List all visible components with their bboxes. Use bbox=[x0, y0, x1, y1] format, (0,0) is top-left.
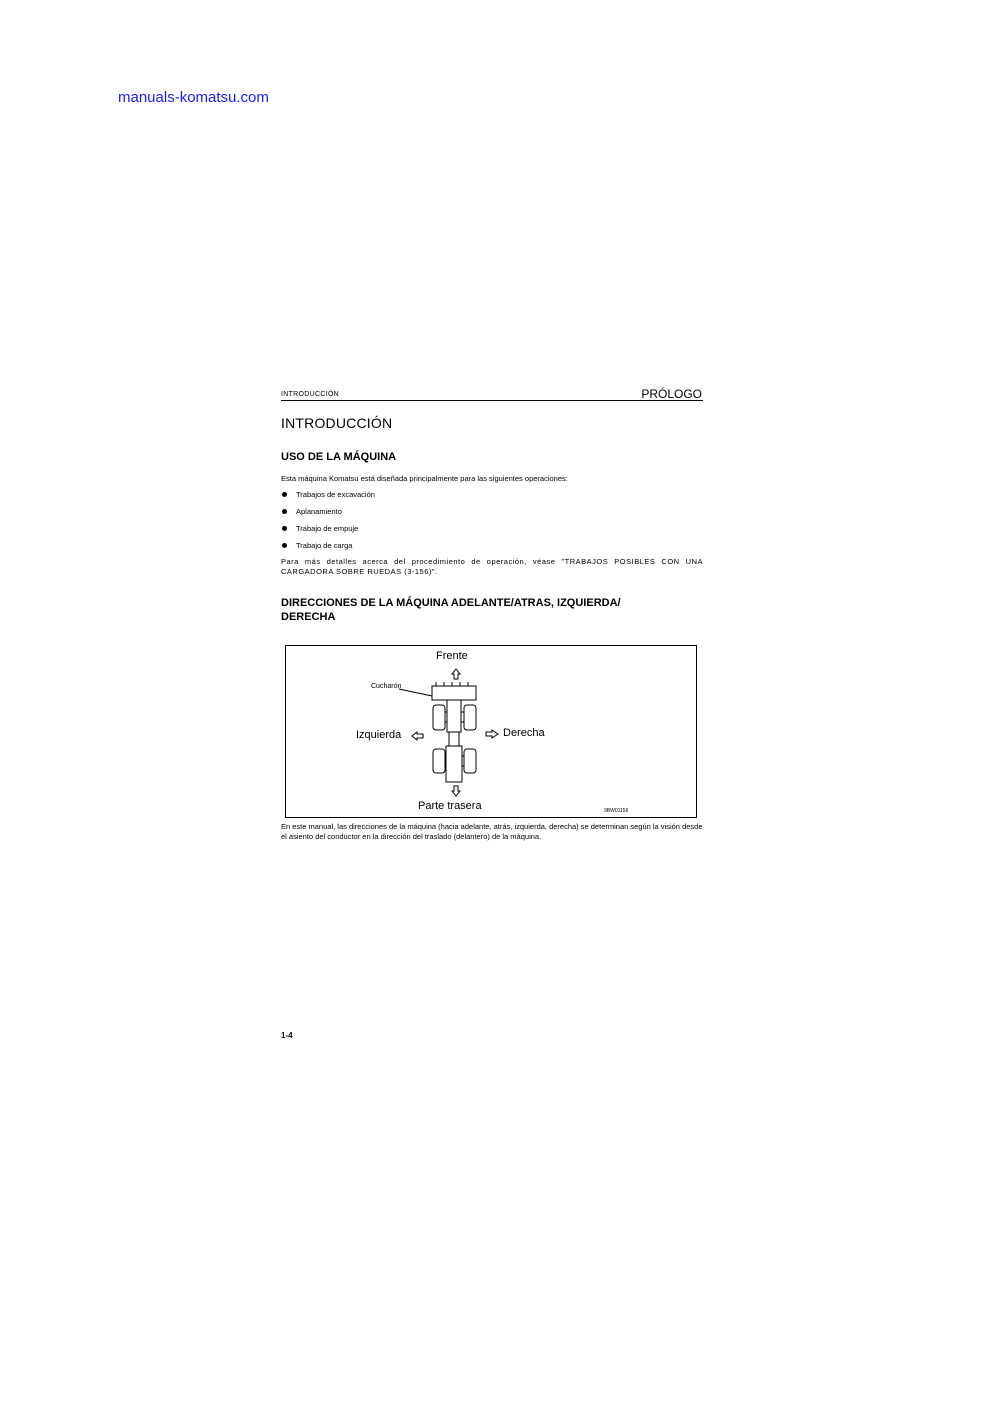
bullet-icon bbox=[282, 526, 287, 531]
directions-caption: En este manual, las direcciones de la máquina (hacia adelante, atrás, izquierda, derecha) se determinan según la visión desde el asiento del conductor en la dirección del traslado (delantero) de la máquina. bbox=[281, 822, 703, 841]
rear-frame bbox=[446, 746, 462, 782]
use-heading: USO DE LA MÁQUINA bbox=[281, 451, 397, 463]
list-item: Trabajo de carga bbox=[281, 541, 375, 558]
front-frame bbox=[447, 700, 461, 732]
arrow-left-icon bbox=[412, 732, 423, 740]
figure-code: 9BW01156 bbox=[604, 808, 629, 814]
articulation-joint bbox=[449, 732, 459, 746]
page-title: INTRODUCCIÓN bbox=[281, 415, 393, 431]
page-number: 1-4 bbox=[281, 1031, 293, 1040]
bucket-teeth bbox=[436, 682, 468, 686]
left-label: Izquierda bbox=[356, 729, 402, 741]
use-intro: Esta máquina Komatsu está diseñada principalmente para las siguientes operaciones: bbox=[281, 474, 568, 483]
arrow-right-icon bbox=[486, 730, 498, 738]
bucket-label: Cucharón bbox=[371, 683, 402, 690]
watermark: manuals-komatsu.com bbox=[118, 89, 269, 106]
arrow-down-icon bbox=[452, 786, 460, 796]
machine-directions-figure bbox=[285, 645, 697, 818]
right-label: Derecha bbox=[503, 727, 545, 739]
rear-left-tire bbox=[433, 749, 445, 773]
list-item: Trabajos de excavación bbox=[281, 490, 375, 507]
bullet-icon bbox=[282, 543, 287, 548]
front-label: Frente bbox=[436, 650, 468, 662]
list-item: Trabajo de empuje bbox=[281, 524, 375, 541]
operations-list bbox=[281, 490, 375, 558]
bucket-shape bbox=[432, 686, 476, 700]
bullet-icon bbox=[282, 492, 287, 497]
rear-right-tire bbox=[464, 749, 476, 773]
running-header-chapter: PRÓLOGO bbox=[641, 387, 702, 401]
header-divider bbox=[281, 400, 703, 401]
arrow-up-icon bbox=[452, 669, 460, 679]
use-details: Para más detalles acerca del procedimiento de operación, véase "TRABAJOS POSIBLES CON UNA CARGADORA SOBRE RUEDAS (3-156)". bbox=[281, 557, 703, 576]
wheel-loader-top-view bbox=[286, 646, 698, 819]
front-left-tire bbox=[433, 705, 445, 730]
rear-label: Parte trasera bbox=[418, 800, 482, 812]
running-header-section: INTRODUCCIÓN bbox=[281, 391, 340, 398]
bullet-icon bbox=[282, 509, 287, 514]
directions-heading-line2: DERECHA bbox=[281, 611, 336, 623]
directions-heading-line1: DIRECCIONES DE LA MÁQUINA ADELANTE/ATRAS, IZQUIERDA/ bbox=[281, 597, 621, 609]
list-item: Aplanamiento bbox=[281, 507, 375, 524]
front-right-tire bbox=[464, 705, 476, 730]
bucket-pointer-line bbox=[399, 689, 432, 696]
